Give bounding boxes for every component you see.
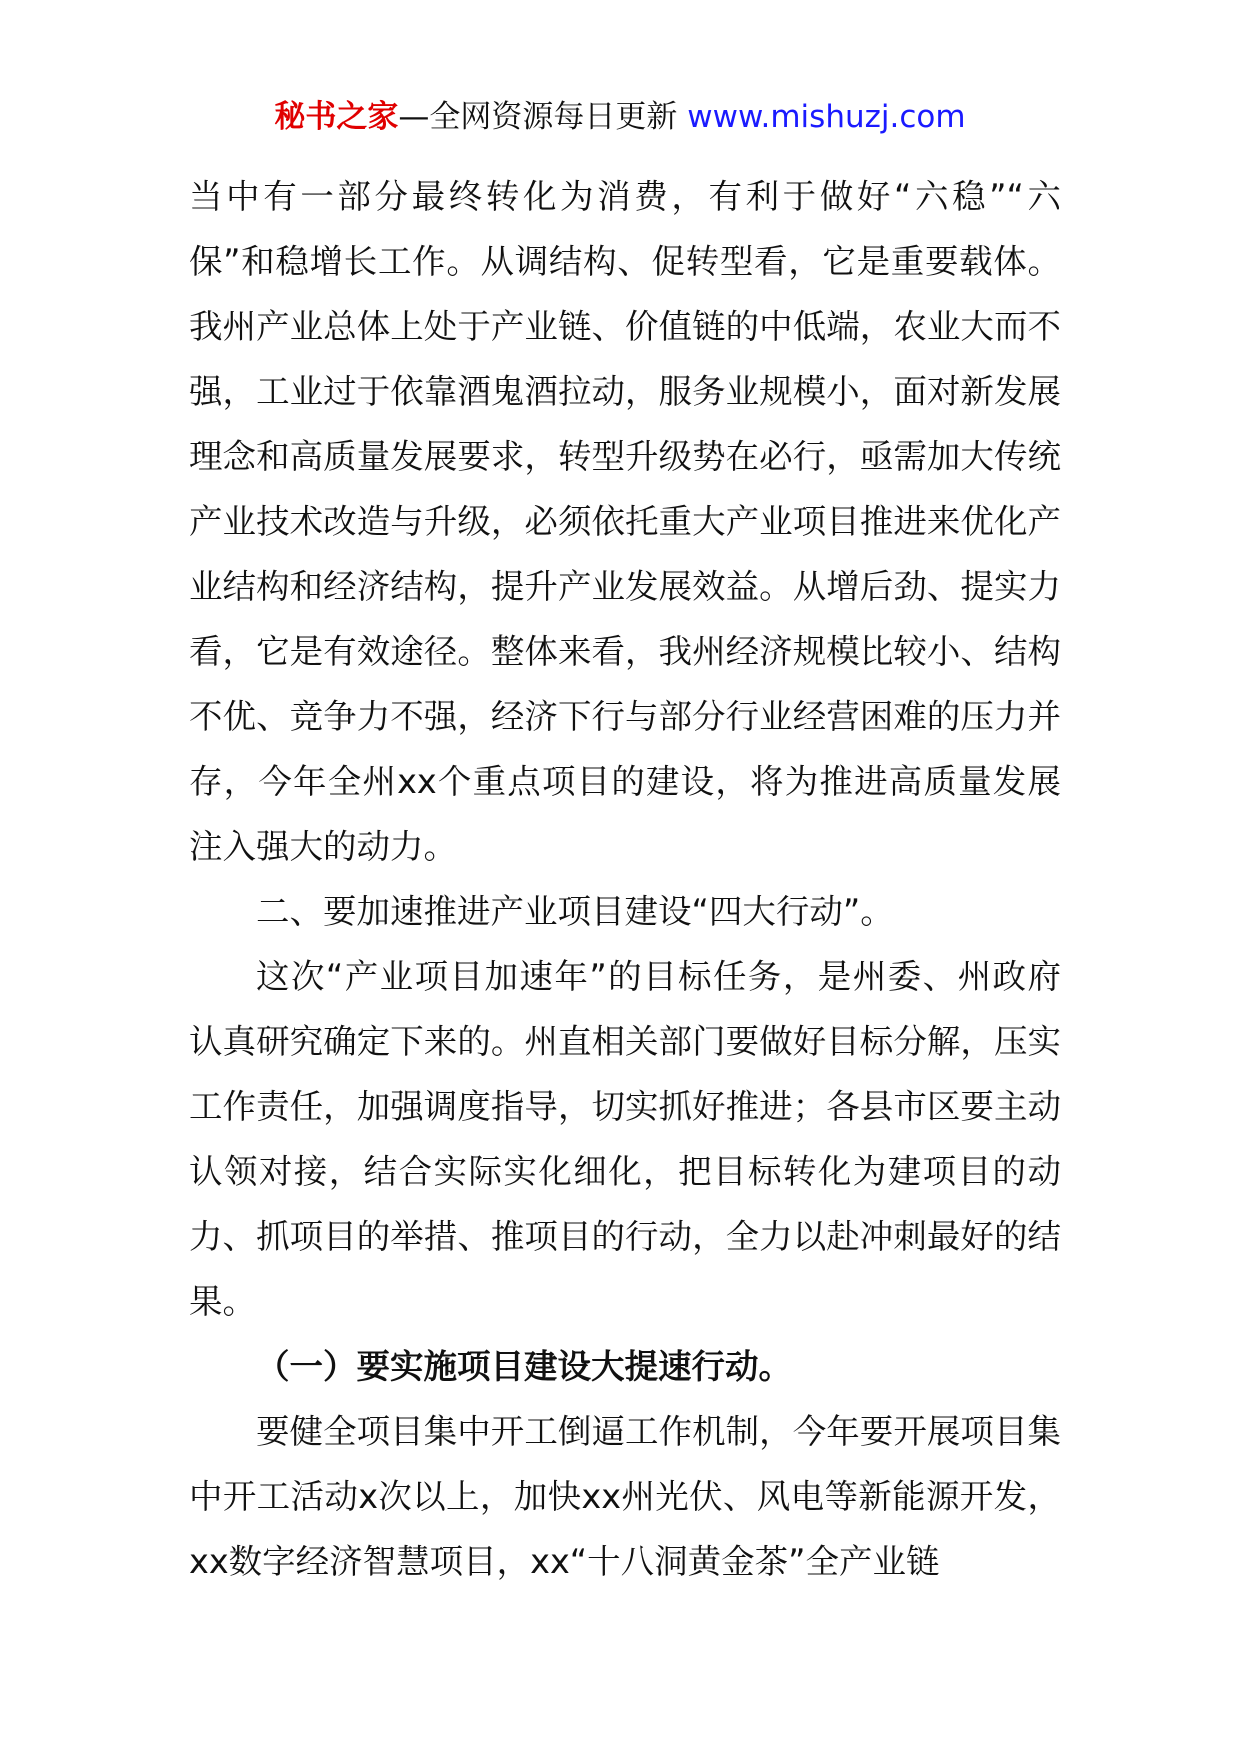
section-heading-two: 二、要加速推进产业项目建设“四大行动”。 [256,892,894,931]
paragraph-continuation: 当中有一部分最终转化为消费，有利于做好“六稳”“六保”和稳增长工作。从调结构、促转型看，它是重要载体。我州产业总体上处于产业链、价值链的中低端，农业大而不强，工业过于依靠酒鬼酒拉动，服务业规模小，面对新发展理念和高质量发展要求，转型升级势在必行，亟需加大传统产业技术改造与升级，必须依托重大产业项目推进来优化产业结构和经济结构，提升产业发展效益。从增后劲、提实力看，它是有效途径。整体来看，我州经济规模比较小、结构不优、竞争力不强，经济下行与部分行业经营困难的压力并存，今年全州xx个重点项目的建设，将为推进高质量发展注入强大的动力。 [189,177,1061,866]
paragraph-project-start: 要健全项目集中开工倒逼工作机制，今年要开展项目集中开工活动x次以上，加快xx州光伏、风电等新能源开发，xx数字经济智慧项目，xx“十八洞黄金茶”全产业链 [189,1412,1061,1581]
header-tagline: —全网资源每日更新 [398,99,688,135]
document-header [0,96,1240,138]
document-body [189,164,1061,1594]
paragraph-targets: 这次“产业项目加速年”的目标任务，是州委、州政府认真研究确定下来的。州直相关部门要做好目标分解，压实工作责任，加强调度指导，切实抓好推进；各县市区要主动认领对接，结合实际实化细化，把目标转化为建项目的动力、抓项目的举措、推项目的行动，全力以赴冲刺最好的结果。 [189,957,1061,1321]
brand-name: 秘书之家 [274,99,399,135]
site-url-link[interactable]: www.mishuzj.com [687,99,966,135]
subsection-heading-one: （一）要实施项目建设大提速行动。 [256,1347,792,1386]
